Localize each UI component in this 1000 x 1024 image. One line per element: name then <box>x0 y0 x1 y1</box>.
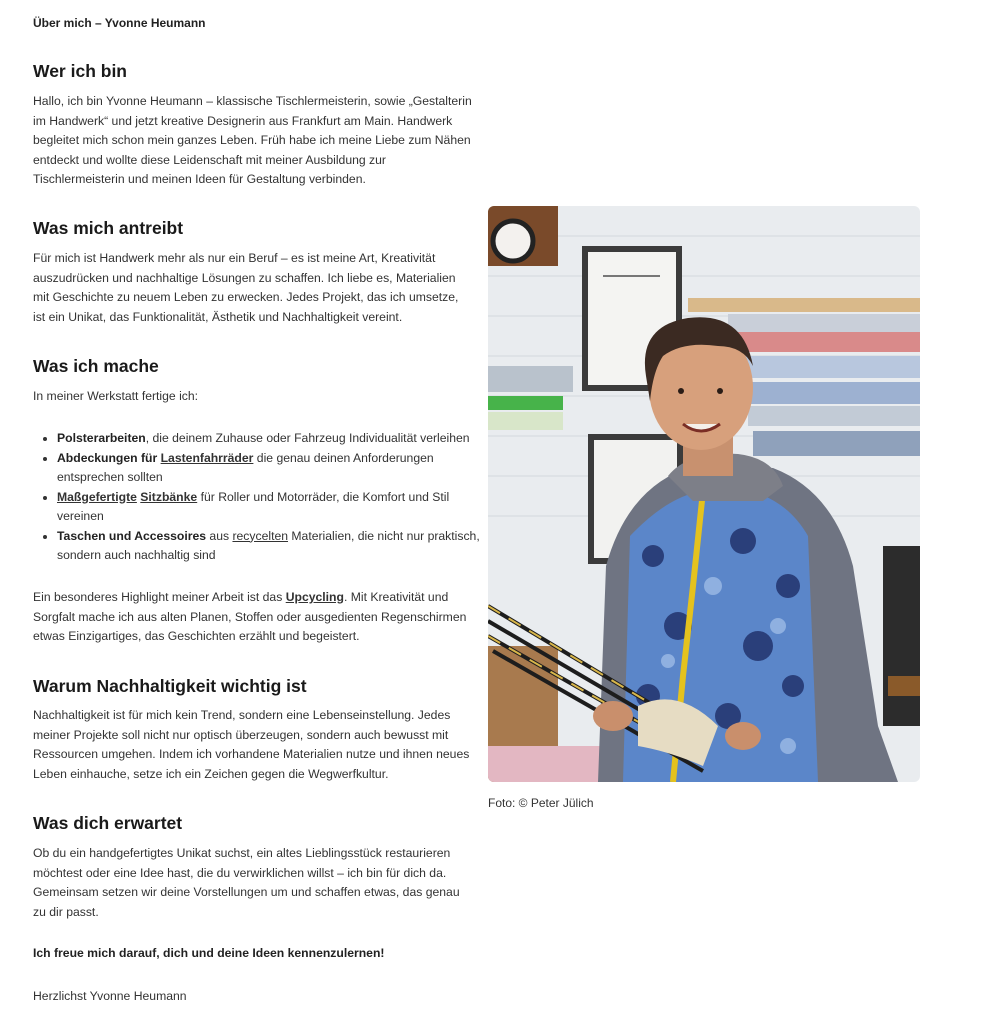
list-item <box>57 527 497 566</box>
paragraph-who: Hallo, ich bin Yvonne Heumann – klassische Tischlermeisterin, sowie „Gestalterin im Handwerk“ und jetzt kreative Designerin aus Frankfurt am Main. Handwerk begleitet mich schon mein ganzes Leben. Früh habe ich meine Liebe zum Nähen entdeckt und wollte diese Leidenschaft mit meiner Ausbildung zur Tischlermeisterin und meinen Ideen für Gestaltung verbinden. <box>33 94 472 186</box>
paragraph-highlight <box>33 588 473 647</box>
signature: Herzlichst Yvonne Heumann <box>33 989 187 1003</box>
link-sitzbaenke[interactable]: Sitzbänke <box>140 489 198 504</box>
link-massgefertigte[interactable]: Maßgefertigte <box>57 489 137 504</box>
list-item <box>57 449 497 488</box>
heading-sustain: Warum Nachhaltigkeit wichtig ist <box>33 676 307 696</box>
list-item-text: für Roller und Motorräder, die Komfort und Stil vereinen <box>57 489 450 523</box>
highlight-text: . Mit Kreativität und Sorgfalt mache ich aus alten Planen, Stoffen oder ausgedienten Regenschirmen etwas Einzigartiges, das Geschichten erzählt und begeistert. <box>33 590 467 643</box>
photo-caption: Foto: © Peter Jülich <box>488 796 594 810</box>
portrait-photo <box>488 206 920 782</box>
link-lastenfahrraeder[interactable]: Lastenfahrräder <box>160 450 254 465</box>
link-upcycling[interactable]: Upcycling <box>285 590 344 604</box>
paragraph-work-intro: In meiner Werkstatt fertige ich: <box>33 389 199 403</box>
heading-work: Was ich mache <box>33 356 159 376</box>
highlight-text: Ein besonderes Highlight meiner Arbeit ist das <box>33 590 286 604</box>
list-item <box>57 429 497 449</box>
page-title: Über mich – Yvonne Heumann <box>33 16 206 30</box>
list-item-bold: Taschen und Accessoires <box>57 528 207 543</box>
heading-expect: Was dich erwartet <box>33 813 183 833</box>
services-list <box>33 429 497 566</box>
list-item-text: aus <box>206 528 233 543</box>
heading-drive: Was mich antreibt <box>33 218 184 238</box>
list-item-text: , die deinem Zuhause oder Fahrzeug Individualität verleihen <box>145 431 470 445</box>
paragraph-sustain: Nachhaltigkeit ist für mich kein Trend, sondern eine Lebenseinstellung. Jedes meiner Projekte soll nicht nur optisch überzeugen, sondern auch bewusst mit Ressourcen umgehen. Indem ich vorhandene Materialien nutze und ihnen neues Leben einhauche, setze ich ein Zeichen gegen die Wegwerfkultur. <box>33 708 470 781</box>
link-recycelten[interactable]: recycelten <box>232 528 289 543</box>
paragraph-drive: Für mich ist Handwerk mehr als nur ein Beruf – es ist meine Art, Kreativität auszudrücken und nachhaltige Lösungen zu schaffen. Ich liebe es, Materialien mit Geschichte zu neuem Leben zu erwecken. Jedes Projekt, das ich umsetze, ist ein Unikat, das Funktionalität, Ästhetik und Nachhaltigkeit vereint. <box>33 251 459 324</box>
portrait-illustration <box>488 206 920 782</box>
list-item <box>57 488 497 527</box>
list-item-bold: Polsterarbeiten <box>57 431 146 445</box>
list-item-bold: Abdeckungen für <box>57 450 161 465</box>
closing-line: Ich freue mich darauf, dich und deine Ideen kennenzulernen! <box>33 946 385 960</box>
paragraph-expect: Ob du ein handgefertigtes Unikat suchst, ein altes Lieblingsstück restaurieren möchtest oder eine Idee hast, die du verwirklichen willst – ich bin für dich da. Gemeinsam setzen wir deine Vorstellungen um und schaffen etwas, das genau zu dir passt. <box>33 846 460 919</box>
list-item-text: die genau deinen Anforderungen entsprechen sollten <box>57 450 434 484</box>
list-item-text: Materialien, die nicht nur praktisch, sondern auch nachhaltig sind <box>57 528 480 562</box>
heading-who: Wer ich bin <box>33 61 127 81</box>
